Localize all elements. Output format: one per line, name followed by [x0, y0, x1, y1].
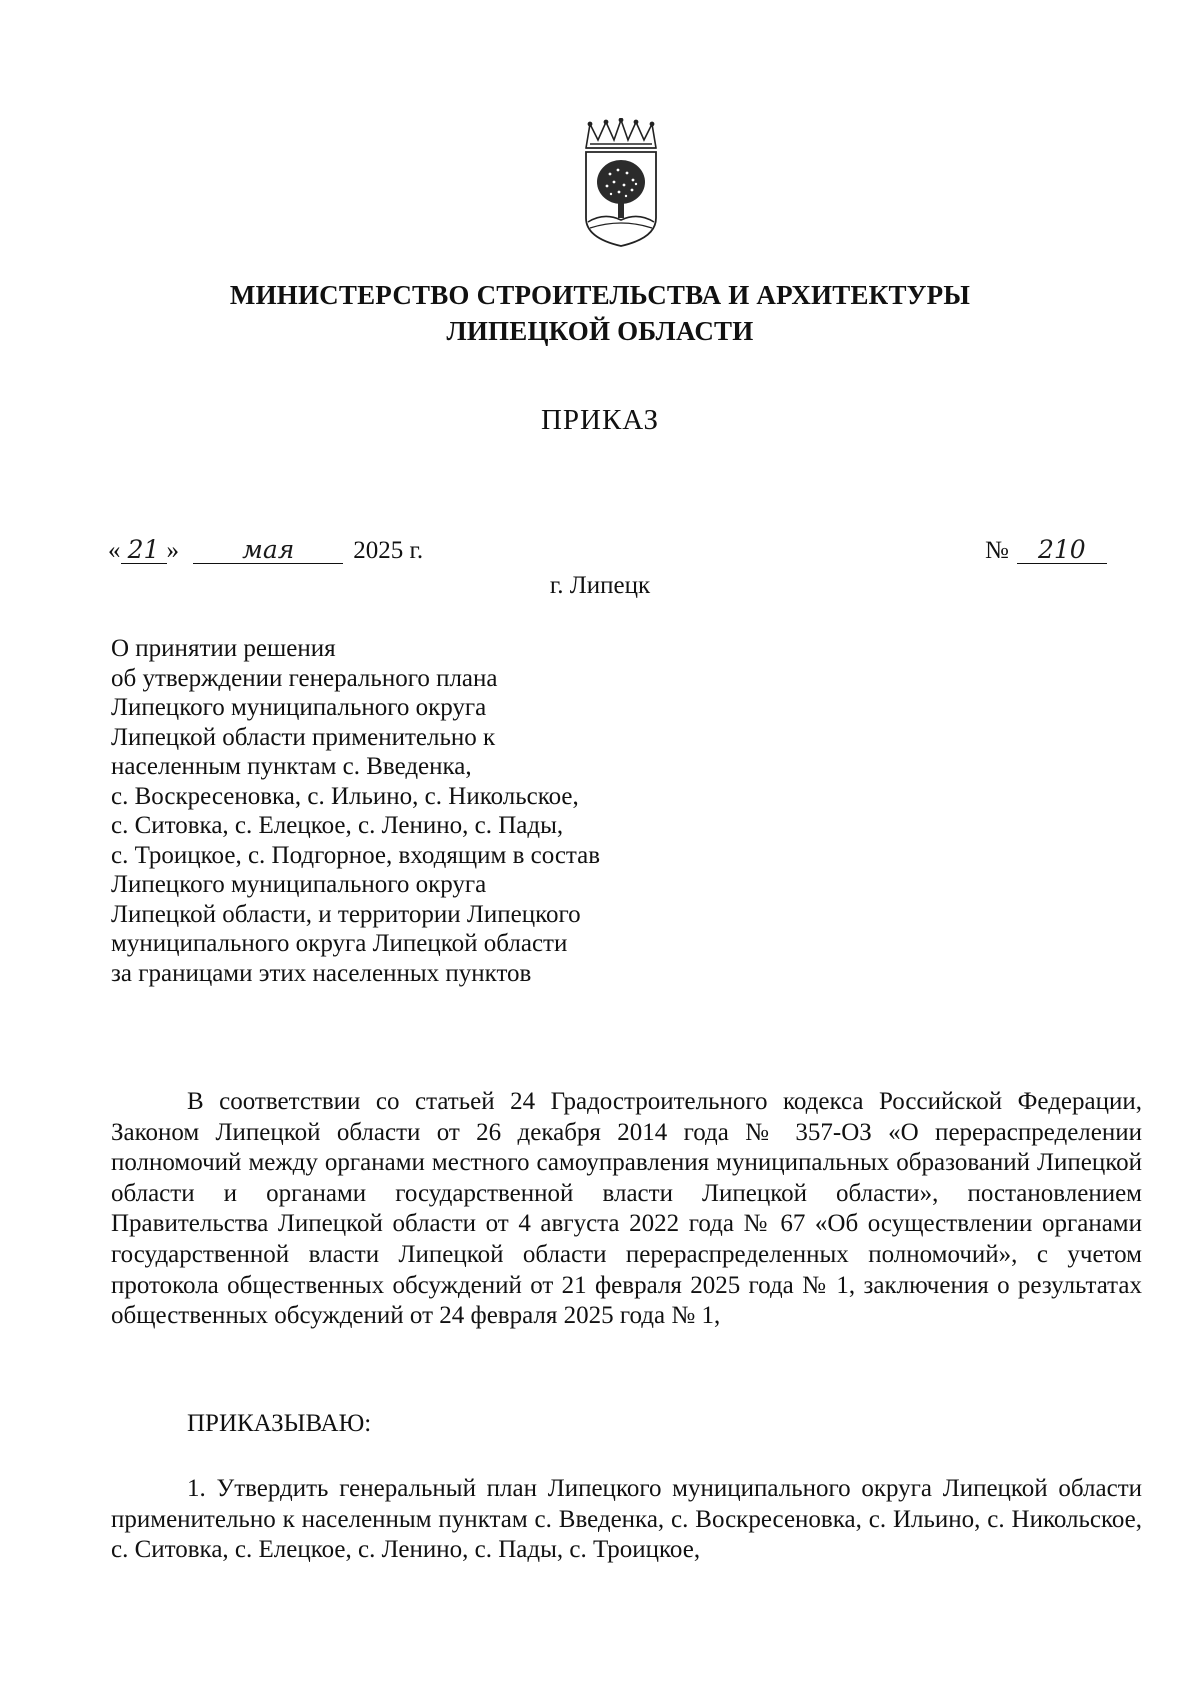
- subject-line: населенным пунктам с. Введенка,: [111, 753, 472, 780]
- date-close-quote: »: [166, 537, 179, 564]
- subject-line: Липецкого муниципального округа: [111, 871, 487, 898]
- preamble-paragraph: В соответствии со статьей 24 Градостроительного кодекса Российской Федерации, Законом Липецкой области от 26 декабря 2014 года № 357-ОЗ «О перераспределении полномочий между органами местного самоуправления муниципальных образований Липецкой области и органами государственной власти Липецкой области», постановлением Правительства Липецкой области от 4 августа 2022 года № 67 «Об осуществлении органами государственной власти Липецкой области перераспределенных полномочий», с учетом протокола общественных обсуждений от 21 февраля 2025 года № 1, заключения о результатах общественных обсуждений от 24 февраля 2025 года № 1,: [111, 1088, 1142, 1330]
- document-number: [985, 536, 1107, 566]
- date-month-handwritten: мая: [193, 537, 343, 564]
- subject-line: с. Троицкое, с. Подгорное, входящим в состав: [111, 841, 601, 869]
- subject-line: Липецкой области применительно к: [111, 723, 496, 751]
- subject-line: Липецкого муниципального округа: [111, 694, 487, 721]
- subject-line: О принятии решения: [111, 635, 336, 662]
- number-value-handwritten: 210: [1017, 537, 1107, 564]
- subject-line: с. Воскресеновка, с. Ильино, с. Никольское,: [111, 782, 579, 810]
- document-city: г. Липецк: [549, 572, 651, 599]
- document-type-title: ПРИКАЗ: [540, 404, 660, 436]
- number-label: №: [985, 537, 1009, 564]
- order-keyword: ПРИКАЗЫВАЮ:: [187, 1410, 372, 1437]
- document-subject: [111, 634, 731, 988]
- subject-line: об утверждении генерального плана: [111, 664, 498, 692]
- subject-line: Липецкой области, и территории Липецкого: [111, 900, 581, 928]
- date-year: 2025 г.: [353, 537, 424, 564]
- organization-title-line2: ЛИПЕЦКОЙ ОБЛАСТИ: [446, 316, 754, 346]
- subject-line: за границами этих населенных пунктов: [111, 959, 532, 987]
- lipetsk-coat-of-arms-icon: [580, 118, 662, 248]
- subject-line: с. Ситовка, с. Елецкое, с. Ленино, с. Пады,: [111, 812, 564, 839]
- order-item-1-paragraph: 1. Утвердить генеральный план Липецкого муниципального округа Липецкой области применительно к населенным пунктам с. Введенка, с. Воскресеновка, с. Ильино, с. Никольское, с. Ситовка, с. Елецкое, с. Ленино, с. Пады, с. Троицкое,: [111, 1475, 1142, 1564]
- document-date: [108, 536, 423, 566]
- date-open-quote: «: [108, 537, 121, 564]
- subject-line: муниципального округа Липецкой области: [111, 930, 568, 957]
- date-day-handwritten: 21: [121, 537, 167, 564]
- organization-title-line1: МИНИСТЕРСТВО СТРОИТЕЛЬСТВА И АРХИТЕКТУРЫ: [229, 280, 971, 310]
